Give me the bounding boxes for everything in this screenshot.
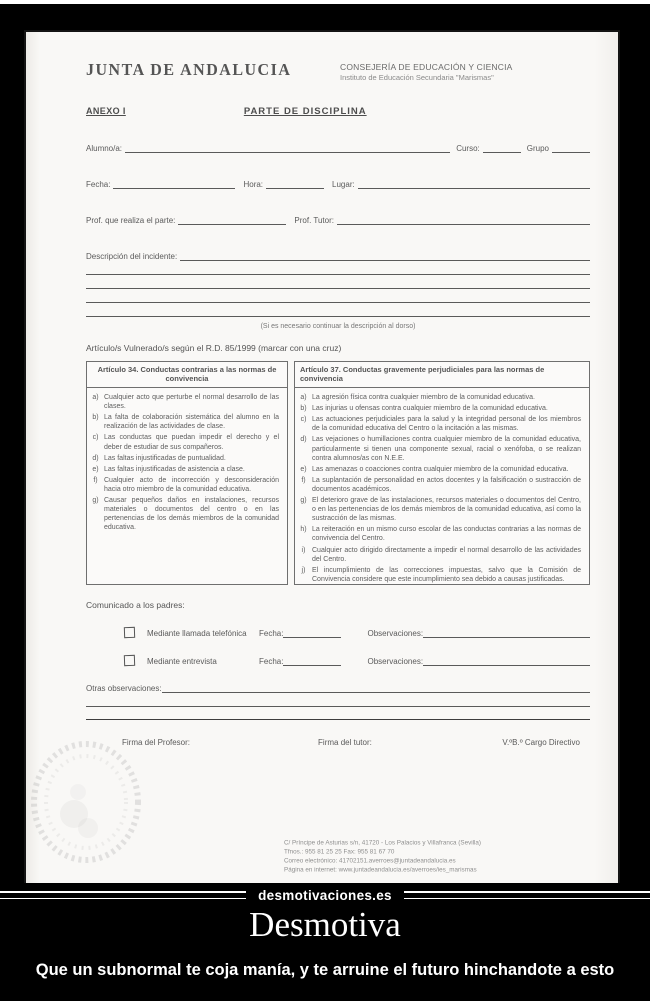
lugar-line: [358, 178, 590, 189]
list-item: [295, 415, 585, 433]
observaciones-line: [423, 655, 590, 666]
list-item: [87, 433, 283, 451]
vobo-cargo-directivo-label: V.ºB.º Cargo Directivo: [502, 737, 580, 747]
annex-label: ANEXO I: [86, 105, 126, 116]
item-letter: a): [300, 394, 307, 402]
descripcion-extra-line: [86, 276, 590, 289]
descripcion-extra-line: [86, 290, 590, 303]
prof-parte-line: [178, 214, 286, 225]
item-letter: d): [300, 436, 307, 444]
prof-tutor-label: Prof. Tutor:: [294, 215, 334, 225]
fecha-label: Fecha:: [259, 656, 284, 666]
form-header: [86, 62, 590, 84]
comunicado-heading: Comunicado a los padres:: [86, 599, 185, 610]
fecha-line: [283, 627, 341, 638]
item-letter: h): [300, 526, 307, 534]
entrevista-label: Mediante entrevista: [147, 656, 217, 666]
separator-rule: [86, 719, 590, 720]
list-item: [87, 465, 283, 474]
fecha-line: [283, 655, 341, 666]
firma-profesor-label: Firma del Profesor:: [122, 737, 191, 747]
alumno-line: [125, 142, 450, 153]
descripcion-label: Descripción del incidente:: [86, 251, 178, 261]
instituto-line: Instituto de Educación Secundaria "Marismas": [340, 73, 494, 83]
observaciones-label: Observaciones:: [367, 656, 424, 666]
hora-label: Hora:: [243, 179, 264, 189]
item-text: La falta de colaboración sistemática del alumno en la realización de las actividades de clase.: [104, 414, 279, 431]
observaciones-line: [423, 627, 590, 638]
articulo-34-header: Artículo 34. Conductas contrarias a las normas de convivencia: [87, 362, 287, 389]
articulo-34-table: [86, 361, 288, 585]
footer-website: Página en internet: www.juntadeandalucia.es/averroes/ies_marismas: [284, 867, 477, 875]
item-letter: j): [301, 566, 306, 574]
descripcion-extra-line: [86, 304, 590, 317]
checkbox-icon: [124, 626, 135, 637]
item-letter: a): [92, 394, 99, 402]
item-text: Las faltas injustificadas de asistencia a clase.: [104, 465, 245, 473]
item-text: El incumplimiento de las correcciones impuestas, salvo que la Comisión de Convivencia considere que este incumplimiento sea debido a causas justificadas.: [312, 566, 581, 583]
lugar-label: Lugar:: [332, 179, 355, 189]
item-text: Causar pequeños daños en instalaciones, recursos materiales o documentos del centro o en las pertenencias de los demás miembros de la comunidad educativa.: [104, 497, 279, 532]
llamada-label: Mediante llamada telefónica: [147, 628, 247, 638]
field-row-descripcion: [86, 250, 590, 261]
item-text: Las amenazas o coacciones contra cualquier miembro de la comunidad educativa.: [312, 465, 569, 473]
articulos-heading: Artículo/s Vulnerado/s según el R.D. 85/1999 (marcar con una cruz): [86, 342, 342, 353]
consejeria-line: CONSEJERÍA DE EDUCACIÓN Y CIENCIA: [340, 62, 513, 72]
item-text: Las injurias u ofensas contra cualquier miembro de la comunidad educativa.: [312, 405, 548, 413]
item-text: Las vejaciones o humillaciones contra cualquier miembro de la comunidad educativa, particularmente si tienen una componente sexual, racial o xenófoba, o se realizan contra alumnos/as con N.E.E.: [312, 436, 581, 462]
footer-address: C/ Príncipe de Asturias s/n, 41720 - Los Palacios y Villafranca (Sevilla): [284, 840, 482, 847]
watermark-banner: [0, 883, 650, 907]
item-text: La agresión física contra cualquier miembro de la comunidad educativa.: [312, 394, 535, 402]
item-letter: c): [92, 434, 99, 442]
articulo-34-items: [87, 388, 287, 532]
dorso-note: (Si es necesario continuar la descripción al dorso): [260, 322, 416, 330]
item-letter: f): [93, 476, 98, 484]
list-item: [295, 435, 585, 462]
item-text: La suplantación de personalidad en actos docentes y la falsificación o sustracción de documentos académicos.: [312, 476, 581, 493]
observaciones-label: Observaciones:: [367, 628, 424, 638]
list-item: [295, 546, 585, 564]
hora-line: [266, 178, 324, 189]
footer-email: Correo electrónico: 41702151.averroes@juntadeandalucia.es: [284, 858, 456, 865]
list-item: [295, 525, 585, 543]
item-letter: e): [92, 465, 99, 473]
item-text: Las conductas que puedan impedir el derecho y el deber de estudiar de sus compañeros.: [104, 434, 279, 451]
poster-caption: Que un subnormal te coja manía, y te arruine el futuro hinchandote a esto: [35, 961, 615, 979]
item-text: Cualquier acto que perturbe el normal desarrollo de las clases.: [104, 394, 279, 411]
list-item: [295, 393, 585, 402]
curso-line: [483, 142, 521, 153]
field-row-profesor: [86, 214, 590, 225]
descripcion-line: [180, 250, 590, 261]
item-letter: b): [92, 414, 99, 422]
prof-parte-label: Prof. que realiza el parte:: [86, 215, 176, 225]
otras-observaciones-label: Otras observaciones:: [86, 683, 162, 693]
scan-top-edge: [0, 0, 650, 4]
department-block: [340, 62, 590, 84]
item-letter: b): [300, 405, 307, 413]
descripcion-extra-line: [86, 262, 590, 275]
grupo-label: Grupo: [526, 143, 549, 153]
item-letter: i): [301, 546, 306, 554]
field-row-fecha: [86, 178, 590, 189]
articulo-37-table: [294, 361, 590, 585]
field-row-alumno: [86, 142, 590, 153]
otras-observaciones-extra-line: [86, 693, 590, 707]
item-letter: d): [92, 454, 99, 462]
list-item: [87, 413, 283, 431]
prof-tutor-line: [337, 214, 590, 225]
item-letter: g): [92, 497, 99, 505]
list-item: [295, 404, 585, 413]
fecha-line: [113, 178, 235, 189]
comunicado-row-entrevista: [86, 655, 590, 666]
poster-title: Desmotiva: [249, 905, 401, 944]
list-item: [295, 566, 585, 584]
checkbox-icon: [124, 654, 135, 665]
fecha-label: Fecha:: [259, 628, 284, 638]
articulo-37-items: [295, 388, 589, 584]
list-item: [295, 465, 585, 474]
ink-stamp-icon: [26, 730, 166, 870]
item-text: Cualquier acto de incorrección y desconsideración hacia otro miembro de la comunidad educativa.: [104, 476, 279, 493]
item-letter: c): [300, 416, 307, 424]
otras-observaciones-row: [86, 682, 590, 693]
item-letter: g): [300, 497, 307, 505]
articulo-37-header: Artículo 37. Conductas gravemente perjudiciales para las normas de convivencia: [295, 362, 589, 389]
grupo-line: [552, 142, 590, 153]
junta-de-andalucia-logo: JUNTA DE ANDALUCIA: [86, 61, 292, 80]
item-letter: e): [300, 465, 307, 473]
list-item: [295, 496, 585, 523]
item-text: El deterioro grave de las instalaciones, recursos materiales o documentos del Centro, o en las pertenencias de los demás miembros de la comunidad educativa, así como la sustracción de las mismas.: [312, 497, 581, 523]
banner-right-rule: [404, 891, 650, 899]
item-text: Cualquier acto dirigido directamente a impedir el normal desarrollo de las actividades del Centro.: [312, 546, 581, 563]
curso-label: Curso:: [456, 143, 480, 153]
scanned-discipline-form: [24, 30, 620, 890]
annex-title-row: [86, 106, 590, 117]
watermark-text: desmotivaciones.es: [258, 887, 392, 903]
fecha-label: Fecha:: [86, 179, 111, 189]
item-text: Las actuaciones perjudiciales para la salud y la integridad personal de los miembros de la comunidad educativa del Centro o la incitación a las mismas.: [312, 416, 581, 433]
articles-tables: [86, 361, 590, 585]
item-text: La reiteración en un mismo curso escolar de las conductas contrarias a las normas de convivencia del Centro.: [312, 526, 581, 543]
alumno-label: Alumno/a:: [86, 143, 123, 153]
list-item: [87, 454, 283, 463]
list-item: [87, 496, 283, 532]
item-text: Las faltas injustificadas de puntualidad.: [104, 454, 226, 462]
comunicado-row-llamada: [86, 627, 590, 638]
list-item: [295, 476, 585, 494]
banner-left-rule: [0, 891, 246, 899]
item-letter: f): [301, 476, 306, 484]
list-item: [87, 476, 283, 494]
firma-tutor-label: Firma del tutor:: [318, 737, 372, 747]
list-item: [87, 393, 283, 411]
footer-phone: Tfnos.: 955 81 25 25 Fax: 955 81 67 70: [284, 849, 395, 856]
otras-observaciones-line: [162, 682, 590, 693]
school-contact-footer: [284, 839, 481, 876]
form-title: PARTE DE DISCIPLINA: [243, 105, 367, 117]
